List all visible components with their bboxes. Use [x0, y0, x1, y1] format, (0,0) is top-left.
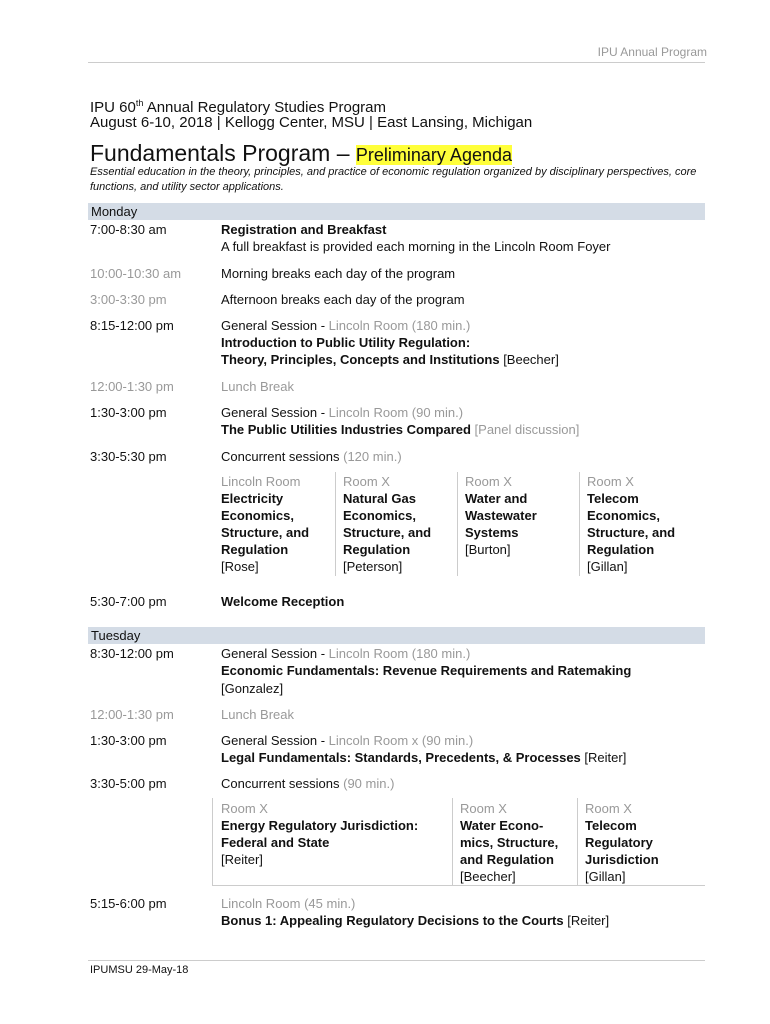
column-divider — [335, 472, 336, 576]
concurrent-session: Lincoln Room Electricity Economics, Structure, and Regulation [Rose] — [221, 474, 310, 574]
session-title: Registration and Breakfast — [221, 222, 387, 237]
session-time: 1:30-3:00 pm — [90, 733, 167, 748]
session-text: Lunch Break — [221, 379, 294, 394]
session-time: 1:30-3:00 pm — [90, 405, 167, 420]
session-title: Bonus 1: Appealing Regulatory Decisions to the Courts [Reiter] — [221, 913, 610, 928]
concurrent-session: Room X Natural Gas Economics, Structure, and Regulation [Peterson] — [343, 474, 432, 574]
concurrent-session: Room X Telecom Regulatory Jurisdiction [Gillan] — [585, 801, 659, 884]
session-time: 8:15-12:00 pm — [90, 318, 174, 333]
session-title: Introduction to Public Utility Regulation: — [221, 335, 471, 350]
session-speaker: [Gonzalez] — [221, 681, 284, 696]
session-time: 7:00-8:30 am — [90, 222, 167, 237]
session-header: Concurrent sessions (120 min.) — [221, 449, 402, 464]
running-header: IPU Annual Program — [597, 45, 707, 59]
column-divider — [577, 798, 578, 886]
column-divider — [212, 798, 213, 886]
session-time: 10:00-10:30 am — [90, 266, 182, 281]
session-title: Welcome Reception — [221, 594, 345, 609]
session-text: Morning breaks each day of the program — [221, 266, 456, 281]
session-time: 3:00-3:30 pm — [90, 292, 167, 307]
footer-text: IPUMSU 29-May-18 — [90, 964, 189, 976]
day-label: Monday — [91, 204, 138, 219]
column-divider — [452, 798, 453, 886]
session-time: 3:30-5:30 pm — [90, 449, 167, 464]
session-title: Legal Fundamentals: Standards, Precedents, & Processes [Reiter] — [221, 750, 627, 765]
concurrent-session: Room X Telecom Economics, Structure, and Regulation [Gillan] — [587, 474, 676, 574]
session-time: 8:30-12:00 pm — [90, 646, 174, 661]
program-title: IPU 60th Annual Regulatory Studies Program — [90, 98, 387, 116]
session-header: General Session - Lincoln Room (180 min.) — [221, 318, 471, 333]
session-time: 12:00-1:30 pm — [90, 707, 174, 722]
header-divider — [88, 62, 705, 63]
day-band-tuesday — [88, 627, 705, 644]
intro-text: Essential education in the theory, principles, and practice of economic regulation organized by disciplinary perspectives, core functions, and utility sector applications. — [90, 166, 697, 193]
table-bottom-rule — [212, 885, 705, 886]
session-text: Lunch Break — [221, 707, 294, 722]
concurrent-session: Room X Water and Wastewater Systems [Burton] — [465, 474, 537, 557]
session-time: 5:30-7:00 pm — [90, 594, 167, 609]
session-header: General Session - Lincoln Room (180 min.) — [221, 646, 471, 661]
session-time: 12:00-1:30 pm — [90, 379, 174, 394]
day-band-monday — [88, 203, 705, 220]
session-title: The Public Utilities Industries Compared [Panel discussion] — [221, 422, 580, 437]
concurrent-session: Room X Water Econo- mics, Structure, and Regulation [Beecher] — [460, 801, 559, 884]
page-title: Fundamentals Program – Preliminary Agenda — [90, 140, 512, 166]
day-label: Tuesday — [91, 628, 141, 643]
session-time: 3:30-5:00 pm — [90, 776, 167, 791]
session-time: 5:15-6:00 pm — [90, 896, 167, 911]
session-text: Afternoon breaks each day of the program — [221, 292, 465, 307]
session-desc: A full breakfast is provided each morning in the Lincoln Room Foyer — [221, 239, 611, 254]
session-header: General Session - Lincoln Room (90 min.) — [221, 405, 464, 420]
session-header: General Session - Lincoln Room x (90 min.) — [221, 733, 474, 748]
session-header: Concurrent sessions (90 min.) — [221, 776, 395, 791]
column-divider — [457, 472, 458, 576]
session-title: Economic Fundamentals: Revenue Requirements and Ratemaking — [221, 663, 632, 678]
session-title: Theory, Principles, Concepts and Institutions [Beecher] — [221, 352, 559, 367]
session-header: Lincoln Room (45 min.) — [221, 896, 356, 911]
column-divider — [579, 472, 580, 576]
concurrent-session: Room X Energy Regulatory Jurisdiction: Federal and State [Reiter] — [221, 801, 419, 867]
footer-divider — [88, 960, 705, 961]
program-subtitle: August 6-10, 2018 | Kellogg Center, MSU | East Lansing, Michigan — [90, 114, 533, 131]
preliminary-highlight: Preliminary Agenda — [355, 145, 512, 165]
